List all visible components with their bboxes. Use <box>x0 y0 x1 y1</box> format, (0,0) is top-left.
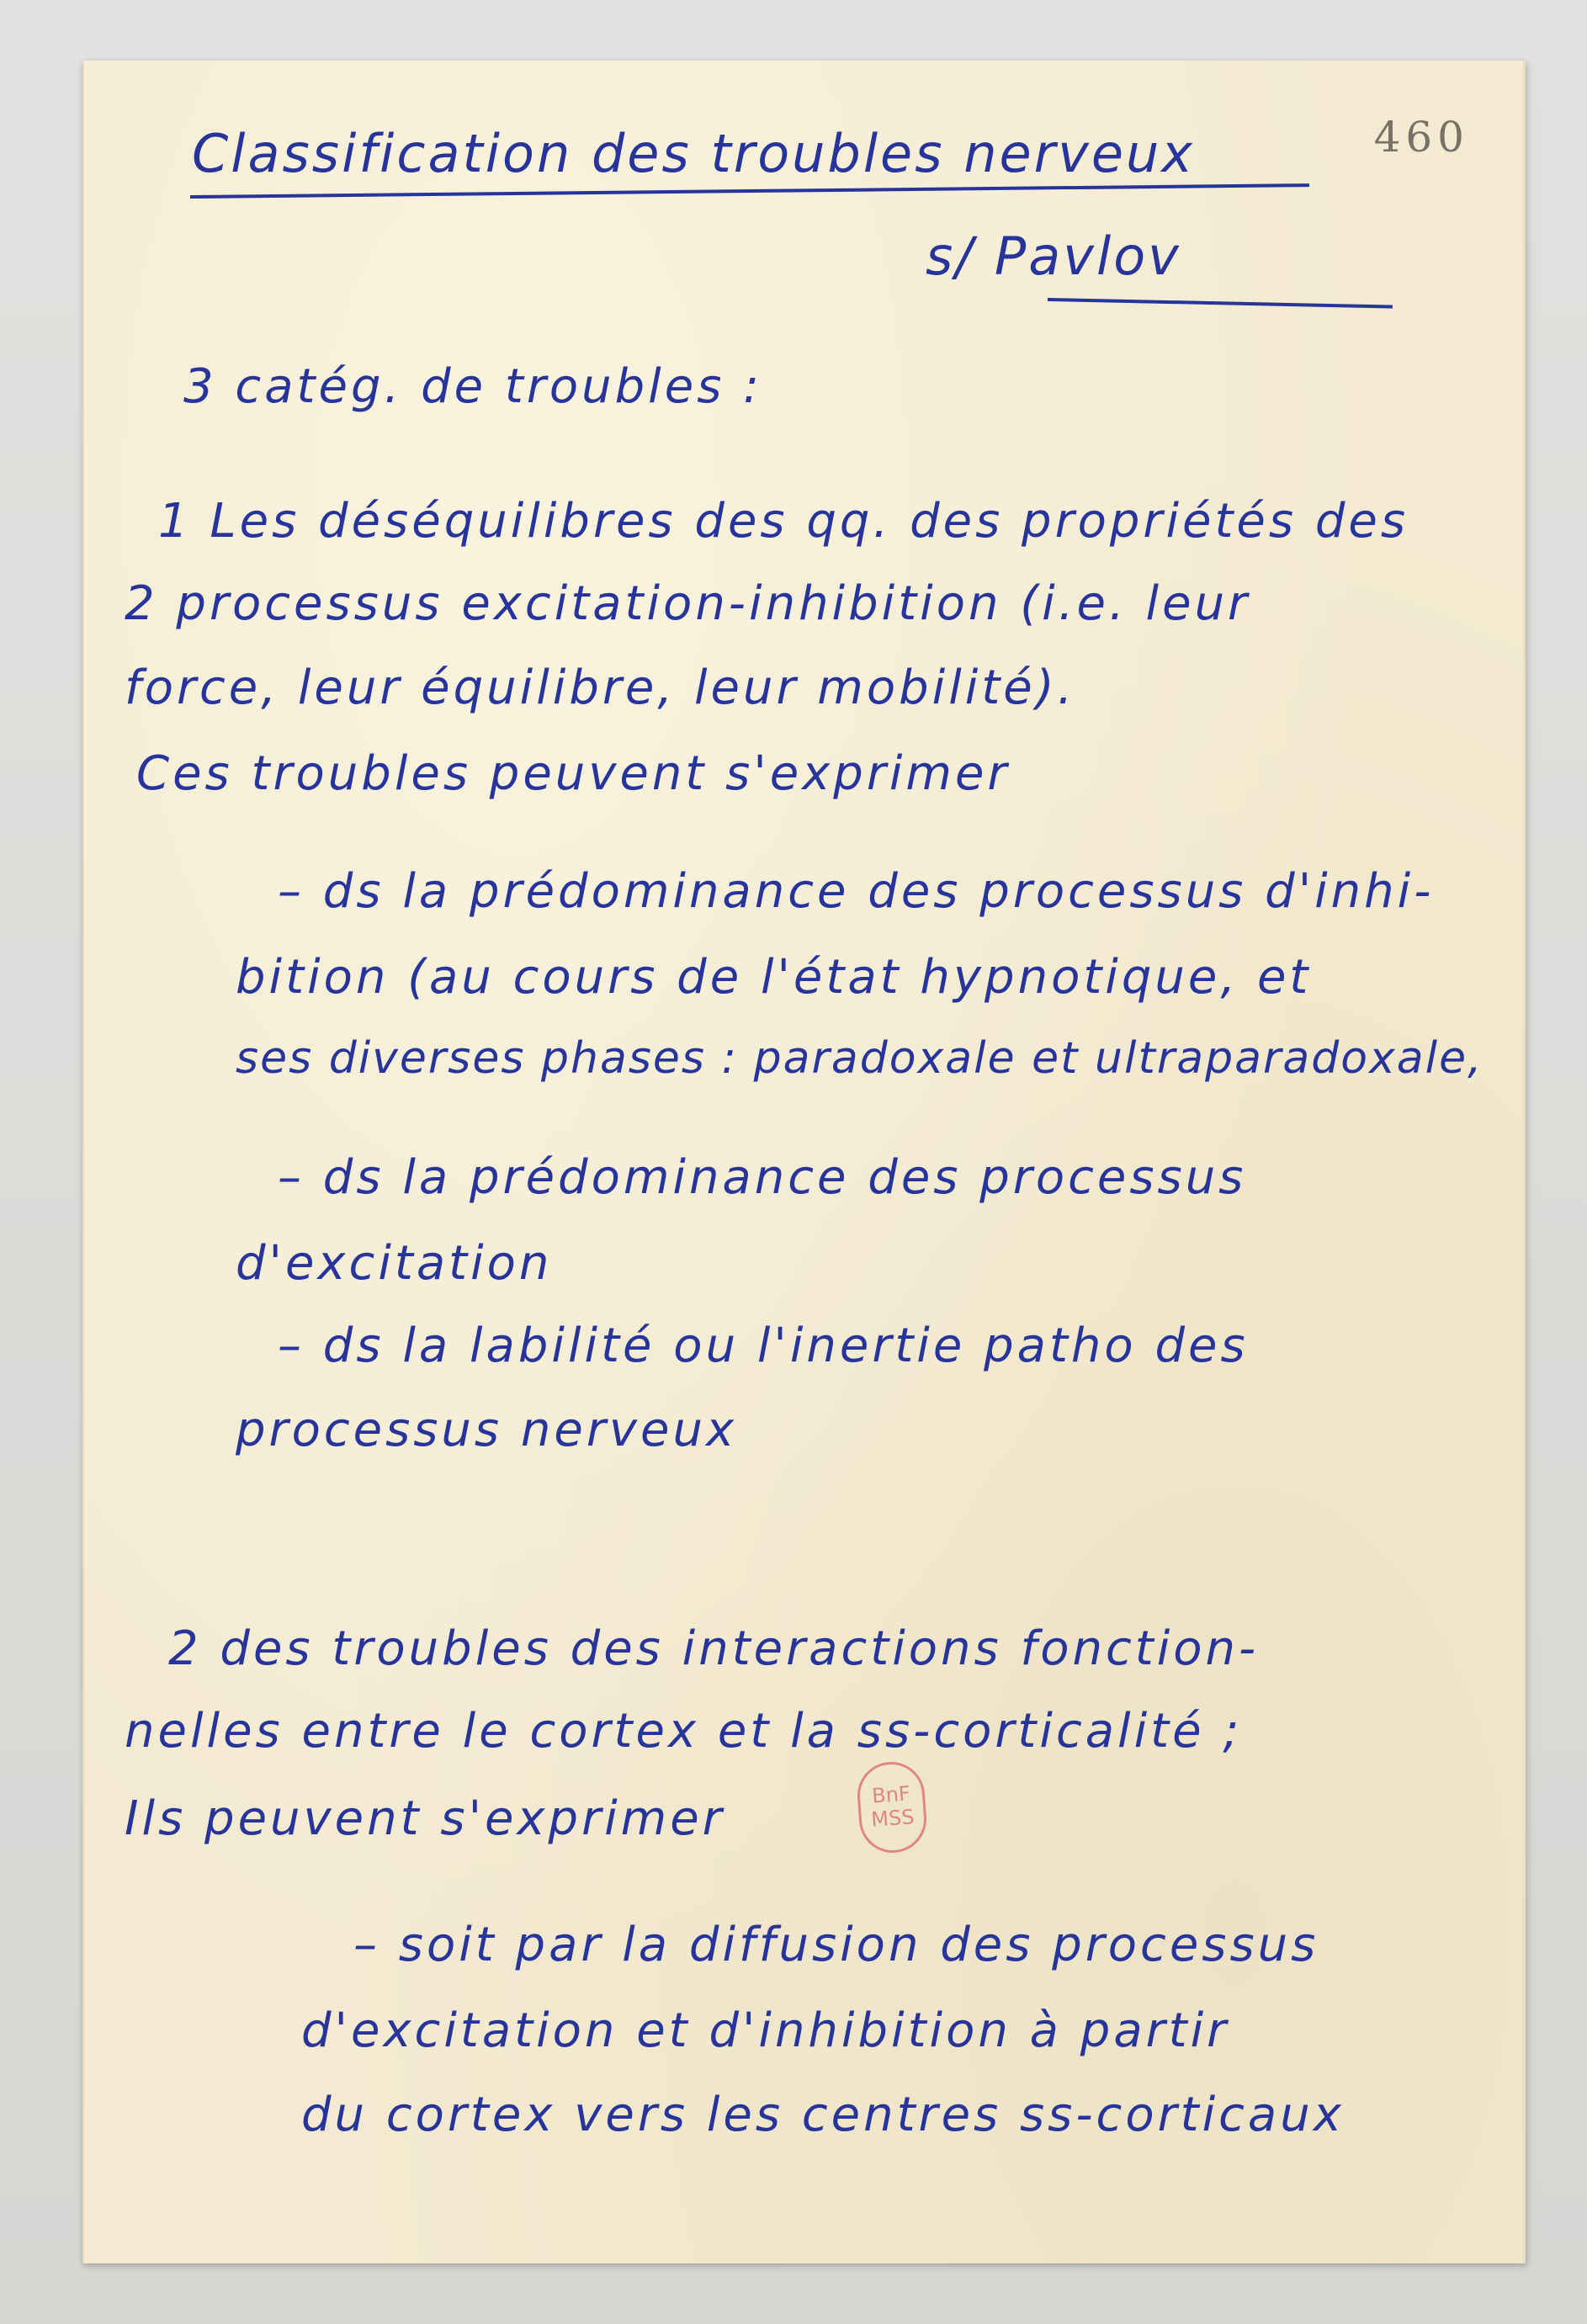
text-line: – ds la labilité ou l'inertie patho des <box>278 1319 1249 1373</box>
text-line: Ces troubles peuvent s'exprimer <box>136 746 1011 801</box>
text-line: nelles entre le cortex et la ss-corticalité ; <box>125 1704 1243 1759</box>
text-line: d'excitation et d'inhibition à partir <box>301 2003 1230 2058</box>
page-title: Classification des troubles nerveux <box>192 123 1195 184</box>
text-line: – soit par la diffusion des processus <box>353 1918 1319 1972</box>
text-line: 2 processus excitation-inhibition (i.e. leur <box>125 576 1251 631</box>
stamp-line-2: MSS <box>870 1805 916 1832</box>
title-underline <box>190 183 1309 199</box>
subtitle-underline <box>1048 298 1393 309</box>
stamp-line-1: BnF <box>871 1781 911 1808</box>
text-line: Ils peuvent s'exprimer <box>125 1791 725 1846</box>
page-subtitle: s/ Pavlov <box>926 226 1181 287</box>
library-stamp <box>855 1759 928 1854</box>
text-line: 2 des troubles des interactions fonction- <box>168 1621 1260 1676</box>
text-line: ses diverses phases : paradoxale et ultraparadoxale, <box>236 1033 1484 1084</box>
text-line: d'excitation <box>236 1236 553 1291</box>
text-line: 1 Les déséquilibres des qq. des propriétés des <box>158 494 1409 549</box>
text-line: force, leur équilibre, leur mobilité). <box>125 661 1076 715</box>
text-line: du cortex vers les centres ss-corticaux <box>301 2088 1345 2142</box>
text-line: processus nerveux <box>236 1403 738 1457</box>
text-line: 3 catég. de troubles : <box>183 359 763 414</box>
text-line: bition (au cours de l'état hypnotique, et <box>236 950 1312 1005</box>
text-line: – ds la prédominance des processus d'inhi- <box>278 864 1435 919</box>
text-line: – ds la prédominance des processus <box>278 1150 1247 1205</box>
manuscript-page <box>82 61 1526 2263</box>
folio-number: 460 <box>1373 113 1469 162</box>
